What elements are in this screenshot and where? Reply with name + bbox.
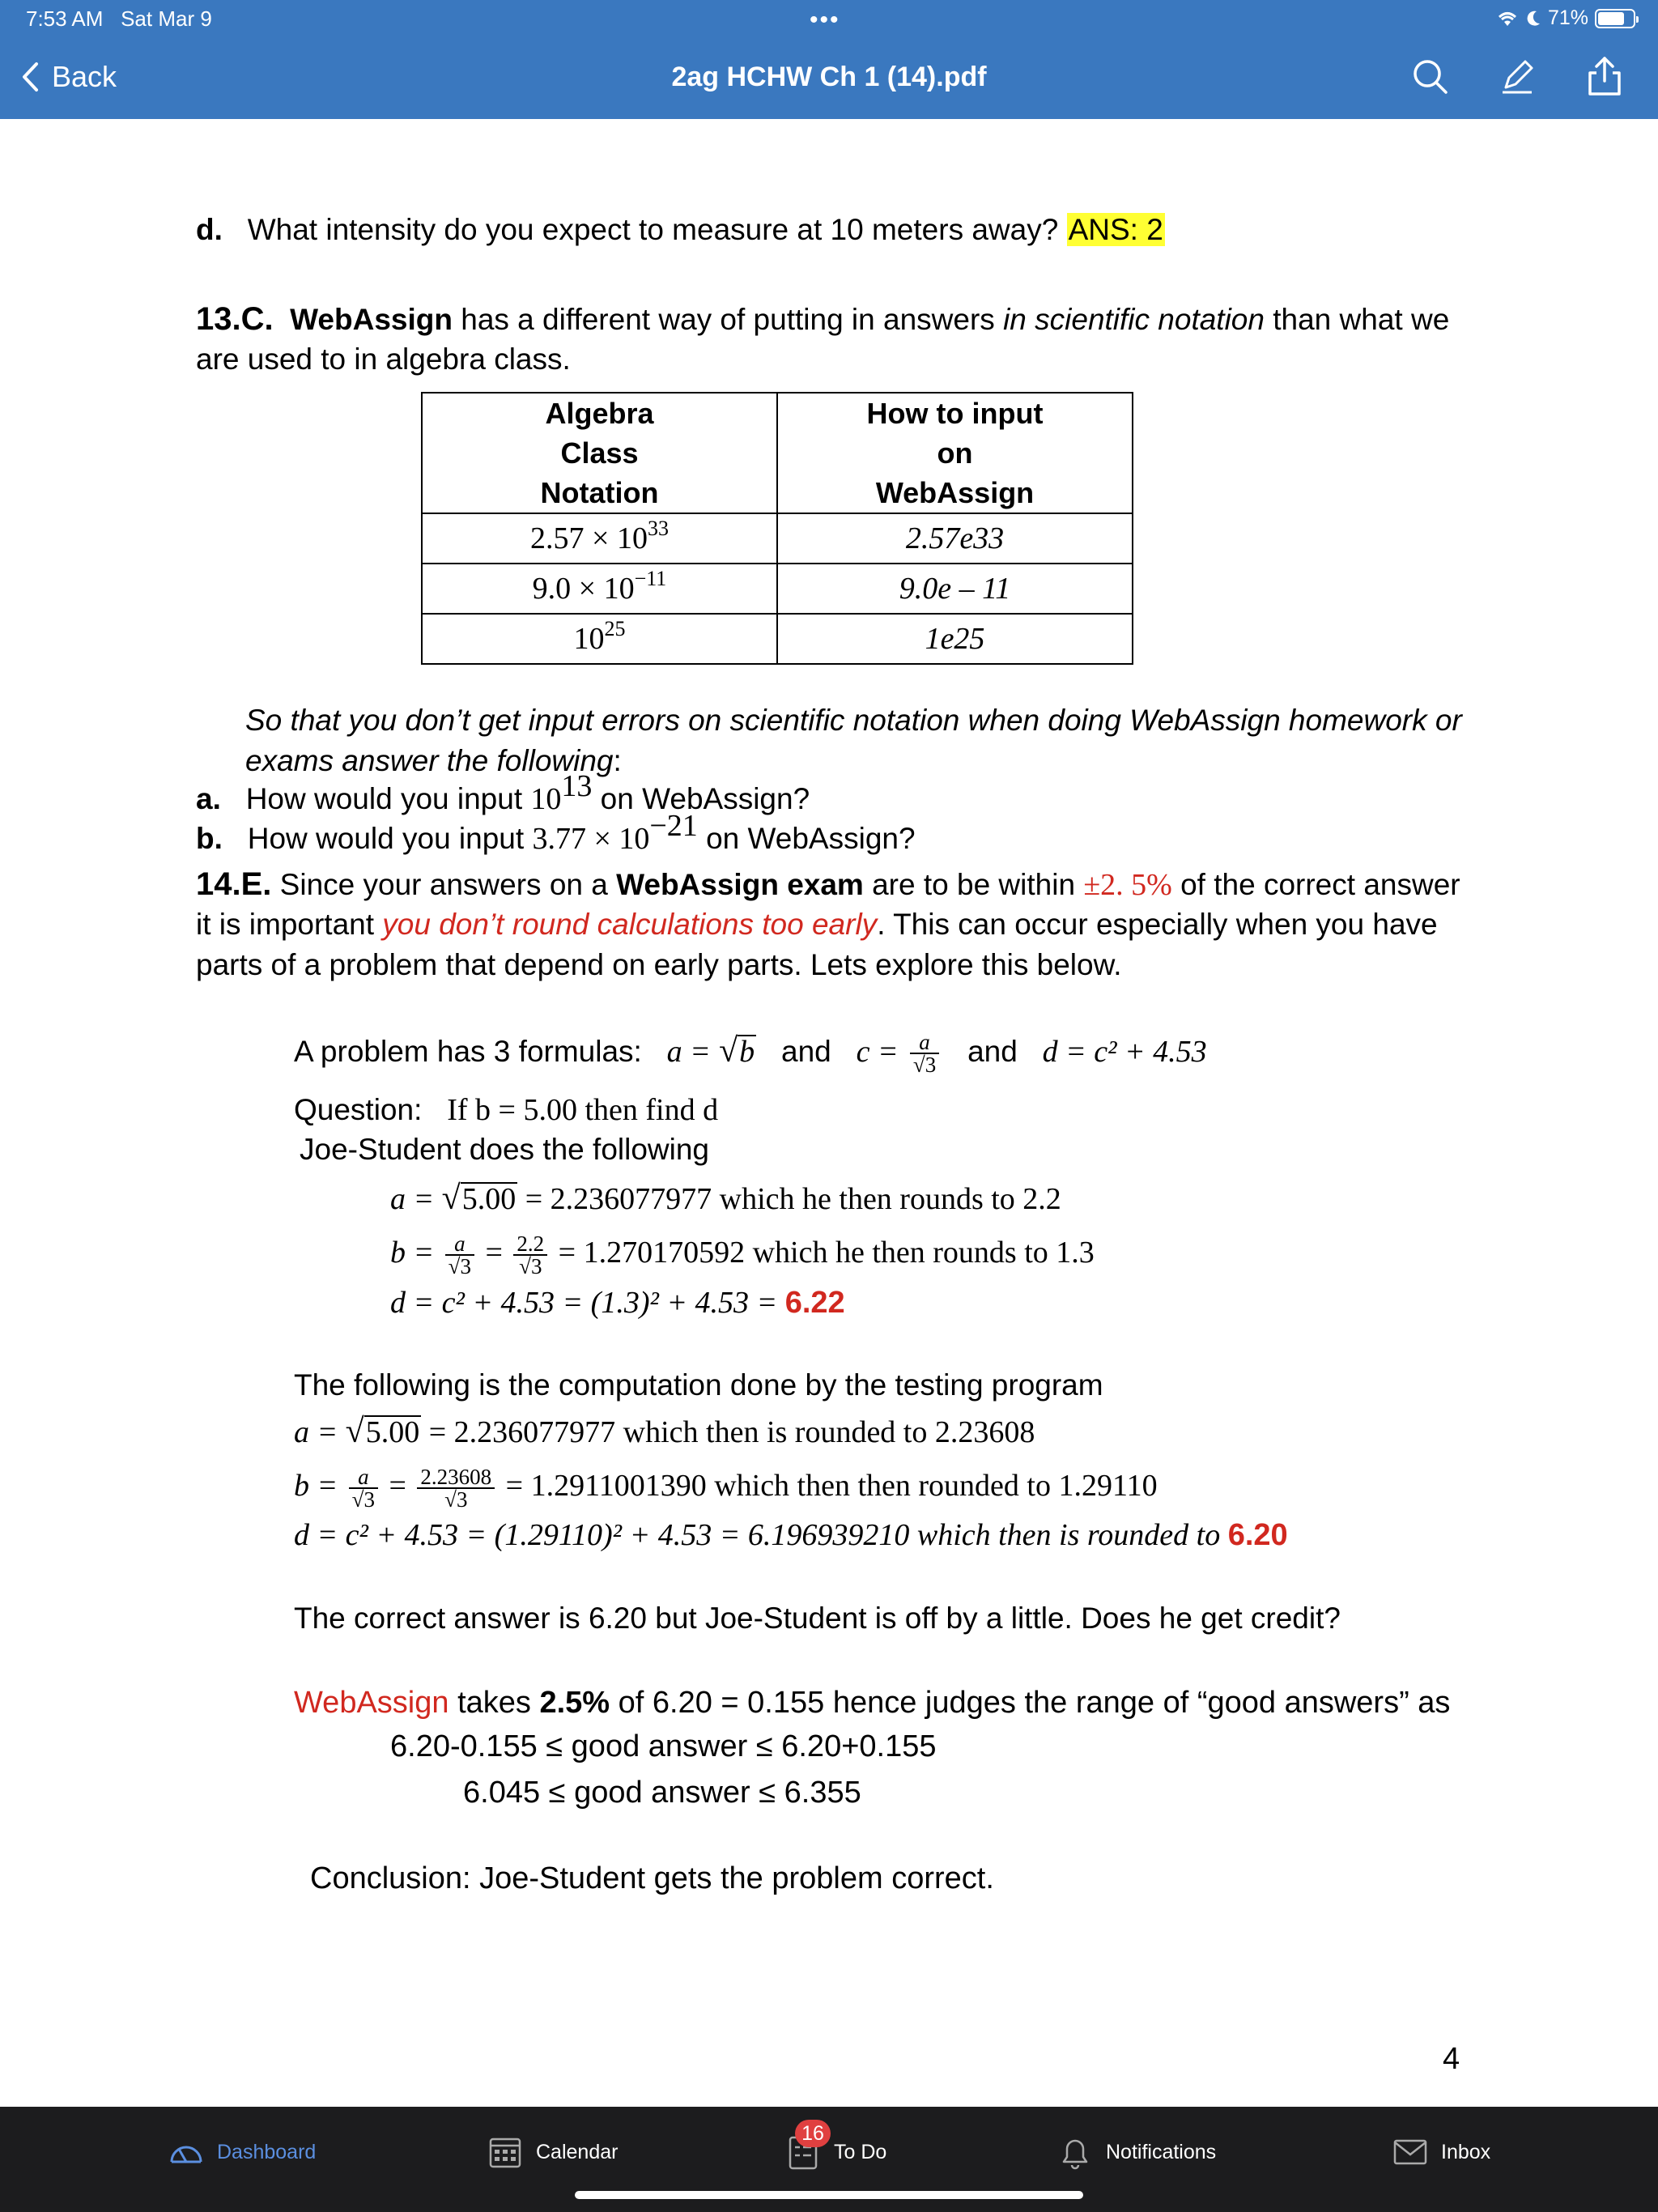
problem-13c-text: has a different way of putting in answers bbox=[452, 303, 1004, 336]
range-line-1: 6.20-0.155 ≤ good answer ≤ 6.20+0.155 bbox=[390, 1729, 937, 1763]
status-clock: 7:53 AM bbox=[26, 6, 104, 31]
top-navigation-bar bbox=[0, 0, 1658, 119]
status-time bbox=[26, 6, 212, 32]
program-answer: 6.20 bbox=[1227, 1518, 1288, 1552]
question-d-text: What intensity do you expect to measure at 10 meters away? bbox=[247, 213, 1059, 246]
question-b: b. How would you input $3.77 \times 10^{-21}$ on WebAssign? bbox=[196, 809, 916, 856]
table-cell-webassign: 2.57e33 bbox=[777, 513, 1133, 564]
moon-icon bbox=[1525, 10, 1541, 28]
tab-dashboard[interactable] bbox=[167, 2129, 316, 2175]
program-step-d: d = c² + 4.53 = (1.29110)² + 4.53 = 6.196939210 which then is rounded to 6.20 bbox=[294, 1518, 1288, 1552]
question-a-label: a. bbox=[196, 782, 221, 815]
problem-14e-line3: parts of a problem that depend on early parts. Lets explore this below. bbox=[196, 948, 1122, 981]
program-step-a: a = √5.00 = 2.236077977 which then is rounded to 2.23608 bbox=[294, 1413, 1035, 1450]
table-header-algebra: Algebra Class Notation bbox=[422, 393, 777, 513]
dashboard-icon bbox=[167, 2133, 206, 2172]
share-icon[interactable] bbox=[1582, 53, 1627, 99]
tab-calendar[interactable] bbox=[486, 2129, 618, 2175]
status-date: Sat Mar 9 bbox=[121, 6, 212, 31]
problem-14e-number: 14.E. bbox=[196, 866, 272, 902]
notation-table bbox=[421, 392, 1133, 665]
conclusion: Conclusion: Joe-Student gets the problem correct. bbox=[310, 1861, 994, 1895]
page-number: 4 bbox=[1443, 2042, 1460, 2076]
joe-step-a: a = √5.00 = 2.236077977 which he then rounds to 2.2 bbox=[390, 1180, 1061, 1217]
table-cell-algebra: $10^{25}$ bbox=[422, 614, 777, 664]
tab-dashboard-label: Dashboard bbox=[217, 2140, 317, 2163]
problem-13c-number: 13.C. bbox=[196, 301, 274, 337]
status-indicators bbox=[1496, 6, 1635, 30]
webassign-tolerance-line: WebAssign takes 2.5% of 6.20 = 0.155 hence judges the range of “good answers” as bbox=[294, 1686, 1451, 1720]
inbox-icon bbox=[1391, 2133, 1430, 2172]
todo-count-badge: 16 bbox=[795, 2120, 831, 2147]
program-intro: The following is the computation done by the testing program bbox=[294, 1368, 1103, 1402]
question-line: Question: If b = 5.00 then find d bbox=[294, 1093, 719, 1127]
problem-13c-italic: in scientific notation bbox=[1003, 303, 1265, 336]
table-row bbox=[422, 564, 1133, 614]
webassign-term: WebAssign bbox=[290, 303, 453, 336]
home-indicator[interactable] bbox=[575, 2191, 1083, 2199]
range-line-2: 6.045 ≤ good answer ≤ 6.355 bbox=[463, 1776, 861, 1810]
question-d-label: d. bbox=[196, 213, 223, 246]
table-cell-algebra: $2.57 \times 10^{33}$ bbox=[422, 513, 777, 564]
problem-13c-line2: are used to in algebra class. bbox=[196, 342, 571, 376]
wifi-icon bbox=[1496, 10, 1519, 28]
question-b-label: b. bbox=[196, 822, 223, 855]
formulas-line: A problem has 3 formulas: a = √b and c = $\frac{a}{√3}$ and d = c² + 4.53 bbox=[294, 1030, 1207, 1078]
tab-calendar-label: Calendar bbox=[536, 2140, 619, 2163]
markup-pen-icon[interactable] bbox=[1494, 53, 1540, 99]
tab-notifications-label: Notifications bbox=[1106, 2140, 1217, 2163]
calendar-icon bbox=[486, 2133, 525, 2172]
instructions-line2: exams answer the following: bbox=[245, 744, 622, 777]
joe-intro: Joe-Student does the following bbox=[300, 1133, 710, 1166]
tolerance-percent: ±2. 5% bbox=[1083, 868, 1172, 902]
battery-icon bbox=[1595, 9, 1635, 28]
multitasking-dots-icon[interactable]: ••• bbox=[810, 6, 840, 33]
table-header-row bbox=[422, 393, 1133, 513]
table-cell-webassign: 9.0e – 11 bbox=[777, 564, 1133, 614]
document-title: 2ag HCHW Ch 1 (14).pdf bbox=[671, 62, 987, 92]
battery-percent: 71% bbox=[1547, 6, 1588, 29]
fraction-a-over-root3: $\frac{a}{√3}$ bbox=[910, 1032, 939, 1075]
correct-answer-line: The correct answer is 6.20 but Joe-Student is off by a little. Does he get credit? bbox=[294, 1602, 1341, 1635]
tab-inbox-label: Inbox bbox=[1441, 2140, 1491, 2163]
problem-14e-line1: 14.E. Since your answers on a WebAssign exam are to be within ±2. 5% of the correct answer bbox=[196, 866, 1460, 902]
tab-notifications[interactable] bbox=[1056, 2129, 1216, 2175]
program-step-b: b = $\frac{a}{√3}$ = $\frac{2.23608}{√3}$ = 1.2911001390 which then then rounded to 1.29110 bbox=[294, 1465, 1158, 1512]
pdf-page[interactable] bbox=[0, 119, 1658, 2107]
rounding-warning: you don’t round calculations too early bbox=[382, 908, 878, 941]
highlighted-answer: ANS: 2 bbox=[1068, 213, 1163, 246]
bell-icon bbox=[1056, 2133, 1095, 2172]
question-d bbox=[196, 210, 1165, 250]
table-cell-algebra: $9.0 \times 10^{-11}$ bbox=[422, 564, 777, 614]
joe-step-d: d = c² + 4.53 = (1.3)² + 4.53 = 6.22 bbox=[390, 1286, 845, 1320]
problem-13c-text-end: than what we bbox=[1264, 303, 1450, 336]
table-row bbox=[422, 614, 1133, 664]
back-label: Back bbox=[52, 60, 117, 93]
instructions-line1: So that you don’t get input errors on scientific notation when doing WebAssign homework or bbox=[245, 704, 1462, 737]
table-row bbox=[422, 513, 1133, 564]
tab-todo-label: To Do bbox=[834, 2140, 887, 2163]
question-a: a. How would you input $10^{13}$ on WebAssign? bbox=[196, 769, 810, 816]
bottom-tab-bar bbox=[0, 2107, 1658, 2212]
problem-13c-line1 bbox=[196, 299, 1449, 340]
table-cell-webassign: 1e25 bbox=[777, 614, 1133, 664]
table-header-webassign: How to input on WebAssign bbox=[777, 393, 1133, 513]
search-icon[interactable] bbox=[1407, 53, 1452, 99]
tab-inbox[interactable] bbox=[1391, 2129, 1490, 2175]
joe-step-b: b = $\frac{a}{√3}$ = $\frac{2.2}{√3}$ = 1.270170592 which he then rounds to 1.3 bbox=[390, 1231, 1095, 1279]
joe-answer: 6.22 bbox=[784, 1286, 845, 1320]
problem-14e-line2: it is important you don’t round calculations too early. This can occur especially when you have bbox=[196, 908, 1438, 941]
